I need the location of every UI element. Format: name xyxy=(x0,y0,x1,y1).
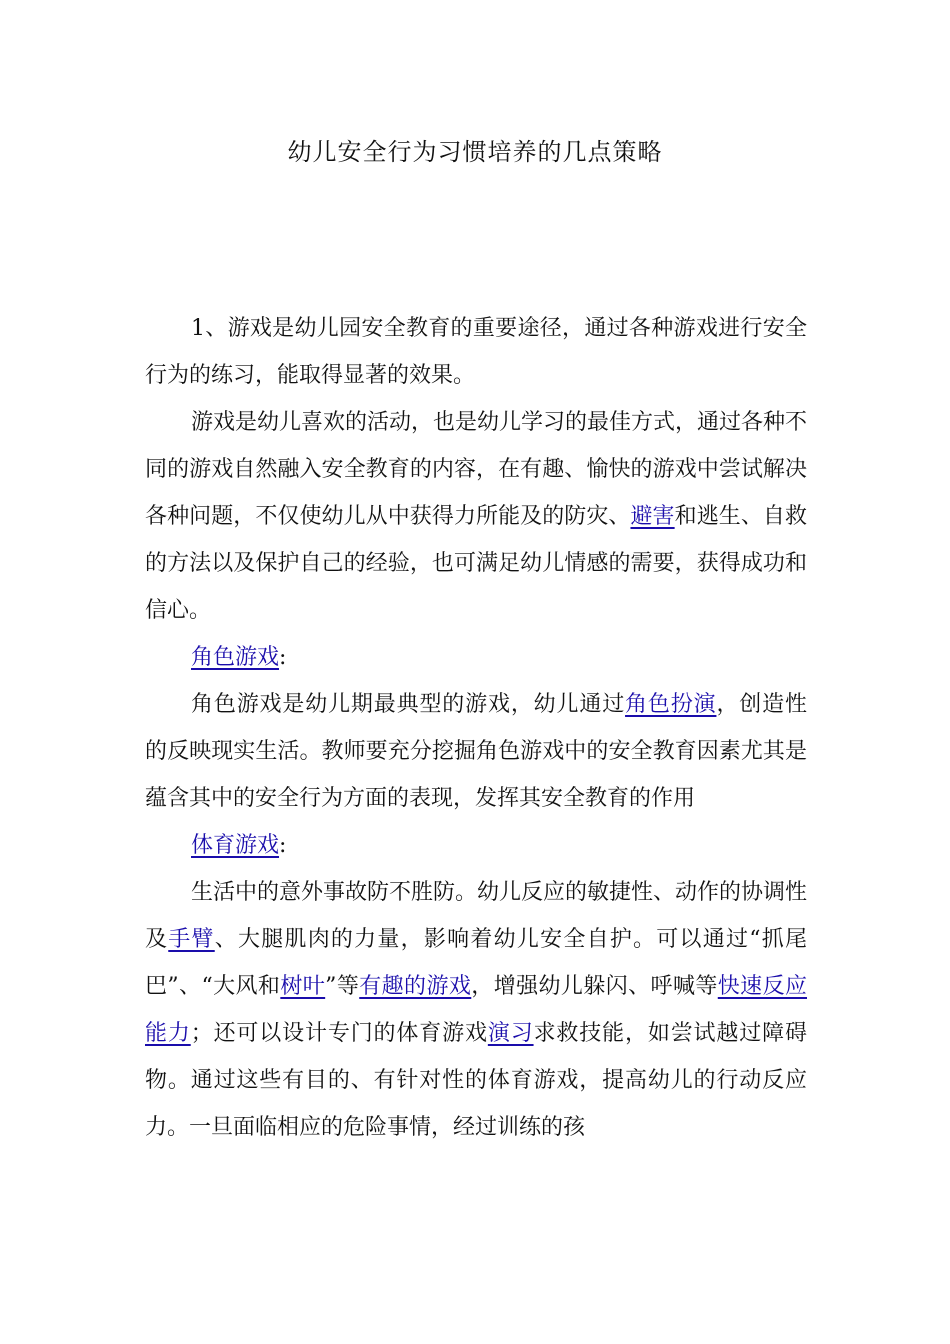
paragraph-text: 角色游戏是幼儿期最典型的游戏，幼儿通过 xyxy=(191,692,626,717)
inline-link[interactable]: 树叶 xyxy=(280,974,326,999)
paragraph xyxy=(145,634,807,681)
paragraph-text: ，创造性的反映现实生活。教师要充分挖掘角色游戏中的安全教育因素尤其是蕴含其中的安全行为方面的表现，发挥其安全教育的作用 xyxy=(145,692,807,811)
paragraph xyxy=(145,869,807,1151)
paragraph-text: 求救技能，如尝试越过障碍物。通过这些有目的、有针对性的体育游戏，提高幼儿的行动反应力。一旦面临相应的危险事情，经过训练的孩 xyxy=(145,1021,807,1140)
paragraph xyxy=(145,681,807,822)
inline-link[interactable]: 避害 xyxy=(630,504,675,529)
paragraph-text: 、大腿肌肉的力量，影响着幼儿安全自护。可以通过“抓尾巴”、“大风和 xyxy=(145,927,807,999)
inline-link[interactable]: 角色扮演 xyxy=(625,692,717,717)
paragraph-text: : xyxy=(279,645,287,670)
paragraph xyxy=(145,305,807,399)
paragraph xyxy=(145,822,807,869)
paragraph-text: : xyxy=(279,833,287,858)
inline-link[interactable]: 演习 xyxy=(487,1021,534,1046)
inline-link[interactable]: 有趣的游戏 xyxy=(359,974,472,999)
paragraph-text: 1、游戏是幼儿园安全教育的重要途径，通过各种游戏进行安全行为的练习，能取得显著的效果。 xyxy=(145,316,807,388)
inline-link[interactable]: 角色游戏 xyxy=(191,645,280,670)
paragraph-text: ；还可以设计专门的体育游戏 xyxy=(190,1021,488,1046)
paragraph-text: 游戏是幼儿喜欢的活动，也是幼儿学习的最佳方式，通过各种不同的游戏自然融入安全教育的内容，在有趣、愉快的游戏中尝试解决各种问题，不仅使幼儿从中获得力所能及的防灾、 xyxy=(145,410,808,529)
inline-link[interactable]: 快速反应能力 xyxy=(145,974,807,1046)
paragraph-text: 生活中的意外事故防不胜防。幼儿反应的敏捷性、动作的协调性及 xyxy=(145,880,808,952)
paragraph-text: 和逃生、自救的方法以及保护自己的经验，也可满足幼儿情感的需要，获得成功和信心。 xyxy=(145,504,807,623)
inline-link[interactable]: 手臂 xyxy=(168,927,215,952)
document-body xyxy=(145,305,807,1151)
paragraph xyxy=(145,399,807,634)
paragraph-text: ，增强幼儿躲闪、呼喊等 xyxy=(471,974,718,999)
inline-link[interactable]: 体育游戏 xyxy=(191,833,280,858)
document-title: 幼儿安全行为习惯培养的几点策略 xyxy=(287,138,663,166)
paragraph-text: ”等 xyxy=(325,974,360,999)
